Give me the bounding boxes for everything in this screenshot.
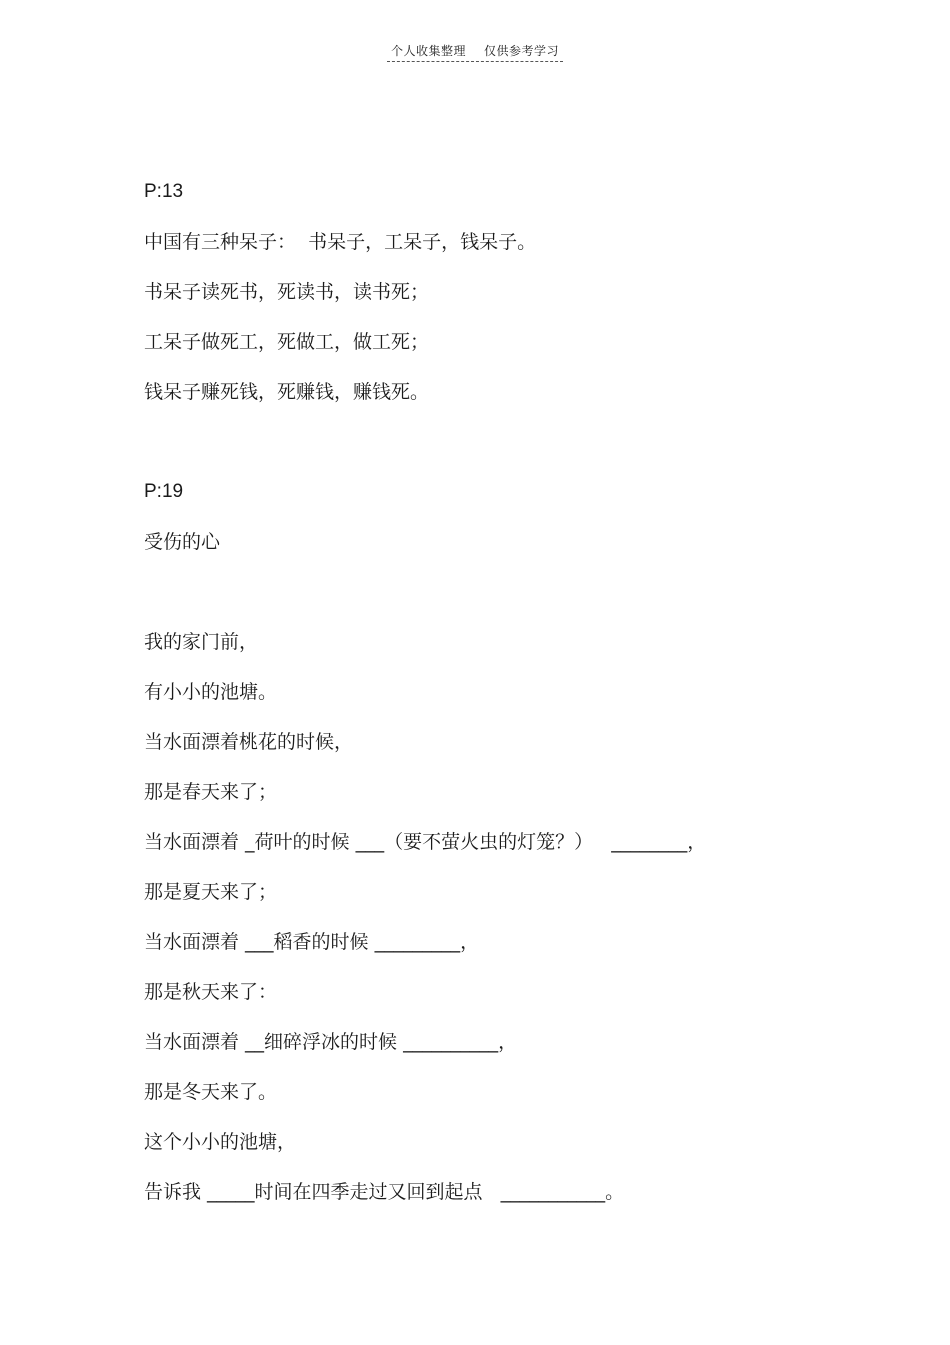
poem-line: 当水面漂着 _荷叶的时候 ___（要不萤火虫的灯笼？） ________， bbox=[144, 831, 707, 853]
poem-line: 有小小的池塘。 bbox=[144, 681, 278, 703]
poem-line: 这个小小的池塘， bbox=[144, 1131, 297, 1153]
poem-title: 受伤的心 bbox=[144, 531, 221, 553]
poem-line: 那是春天来了； bbox=[144, 781, 278, 803]
header-right-text: 仅供参考学习 bbox=[484, 44, 560, 58]
text-line: 书呆子读死书，死读书，读书死； bbox=[144, 281, 430, 303]
poem-line: 我的家门前， bbox=[144, 631, 259, 653]
page-label-13: P:13 bbox=[144, 181, 184, 202]
text-line: 中国有三种呆子： 书呆子，工呆子，钱呆子。 bbox=[144, 231, 537, 253]
poem-line: 那是夏天来了； bbox=[144, 881, 278, 903]
header-left-text: 个人收集整理 bbox=[390, 44, 466, 58]
poem-line: 那是冬天来了。 bbox=[144, 1081, 278, 1103]
poem-line: 那是秋天来了： bbox=[144, 981, 278, 1003]
text-line: 钱呆子赚死钱，死赚钱，赚钱死。 bbox=[144, 381, 430, 403]
text-line: 工呆子做死工，死做工，做工死； bbox=[144, 331, 430, 353]
poem-line: 当水面漂着桃花的时候， bbox=[144, 731, 354, 753]
poem-line: 告诉我 _____时间在四季走过又回到起点 ___________。 bbox=[144, 1181, 625, 1203]
page-header bbox=[0, 40, 950, 62]
spacer bbox=[144, 578, 844, 628]
document-body bbox=[144, 178, 844, 1228]
header-watermark bbox=[387, 42, 563, 62]
poem-line: 当水面漂着 ___稻香的时候 _________， bbox=[144, 931, 480, 953]
spacer bbox=[144, 428, 844, 478]
page-label-19: P:19 bbox=[144, 481, 184, 502]
poem-line: 当水面漂着 __细碎浮冰的时候 __________， bbox=[144, 1031, 518, 1053]
